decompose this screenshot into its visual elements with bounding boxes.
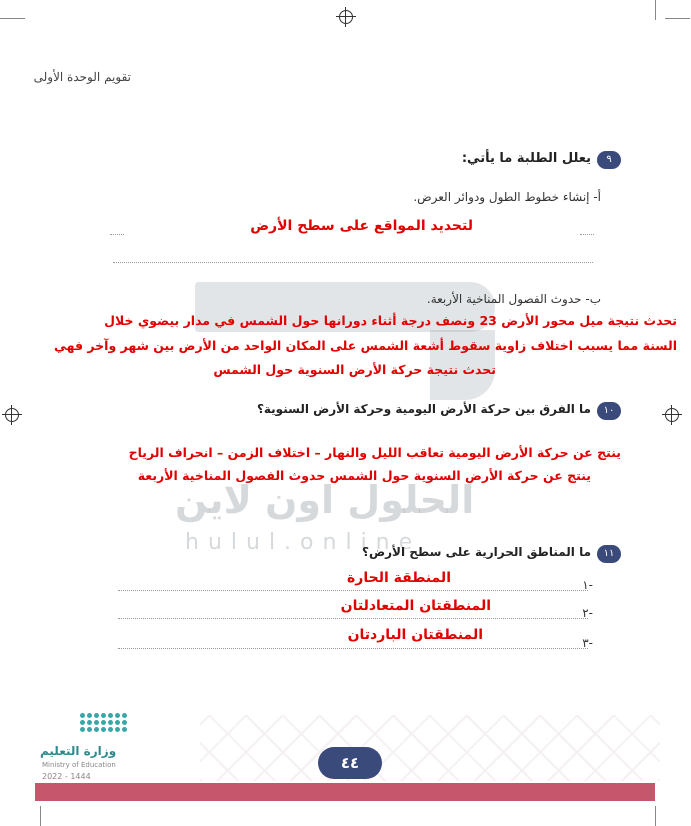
decorative-pattern	[200, 715, 660, 781]
ministry-logo-icon	[80, 713, 127, 732]
watermark-arabic: الحلول اون لاين	[175, 478, 475, 522]
crop-mark	[0, 18, 25, 19]
registration-mark-top	[339, 10, 353, 24]
question-9b-prompt: ب- حدوث الفصول المناخية الأربعة.	[426, 292, 601, 306]
question-11-item-2-label: -٢	[582, 606, 593, 620]
answer-line	[580, 234, 594, 235]
question-10-badge: ١٠	[597, 402, 621, 420]
question-9a-prompt: أ- إنشاء خطوط الطول ودوائر العرض.	[413, 190, 601, 204]
crop-mark	[655, 0, 656, 20]
question-10-answer-line-1: ينتج عن حركة الأرض اليومية تعاقب الليل والنهار – اختلاف الزمن – انحراف الرياح	[128, 445, 621, 460]
page-number: ٤٤	[318, 747, 382, 779]
crop-mark	[40, 806, 41, 826]
question-11-item-1-answer: المنطقة الحارة	[347, 570, 451, 586]
question-9b-answer-line-2: السنة مما يسبب اختلاف زاوية سقوط أشعة الشمس على المكان الواحد من الأرض بين شهر وآخر فهي	[53, 338, 677, 353]
question-10-title: ما الفرق بين حركة الأرض اليومية وحركة الأرض السنوية؟	[256, 402, 591, 416]
answer-line	[110, 234, 124, 235]
question-11-item-3-answer: المنطقتان الباردتان	[347, 627, 483, 643]
question-11-title: ما المناطق الحرارية على سطح الأرض؟	[362, 545, 591, 559]
ministry-name-ar: وزارة التعليم	[40, 744, 117, 758]
answer-line	[113, 262, 593, 263]
registration-mark-right	[665, 408, 679, 422]
question-9b-answer-line-1: تحدث نتيجة ميل محور الأرض 23 ونصف درجة أثناء دورانها حول الشمس في مدار بيضوي خلال	[104, 313, 677, 328]
ministry-name-en: Ministry of Education	[42, 761, 116, 769]
question-9a-answer: لتحديد المواقع على سطح الأرض	[250, 218, 473, 234]
answer-line	[118, 590, 588, 591]
crop-mark	[655, 806, 656, 826]
footer-band	[35, 783, 655, 801]
question-10-answer-line-2: ينتج عن حركة الأرض السنوية حول الشمس حدوث الفصول المناخية الأربعة	[137, 468, 591, 483]
question-11-item-1-label: -١	[582, 578, 593, 592]
edition-year: 2022 - 1444	[42, 772, 91, 781]
question-9-title: يعلل الطلبة ما يأتي:	[461, 151, 591, 166]
question-9-badge: ٩	[597, 151, 621, 169]
question-11-item-3-label: -٣	[582, 636, 593, 650]
answer-line	[118, 648, 588, 649]
unit-review-title: تقويم الوحدة الأولى	[33, 70, 131, 84]
question-11-badge: ١١	[597, 545, 621, 563]
question-11-item-2-answer: المنطقتان المتعادلتان	[340, 598, 491, 614]
answer-line	[118, 618, 588, 619]
question-9b-answer-line-3: تحدث نتيجة حركة الأرض السنوية حول الشمس	[213, 362, 496, 377]
registration-mark-left	[5, 408, 19, 422]
watermark-latin: hulul.online	[185, 530, 422, 555]
crop-mark	[665, 18, 690, 19]
